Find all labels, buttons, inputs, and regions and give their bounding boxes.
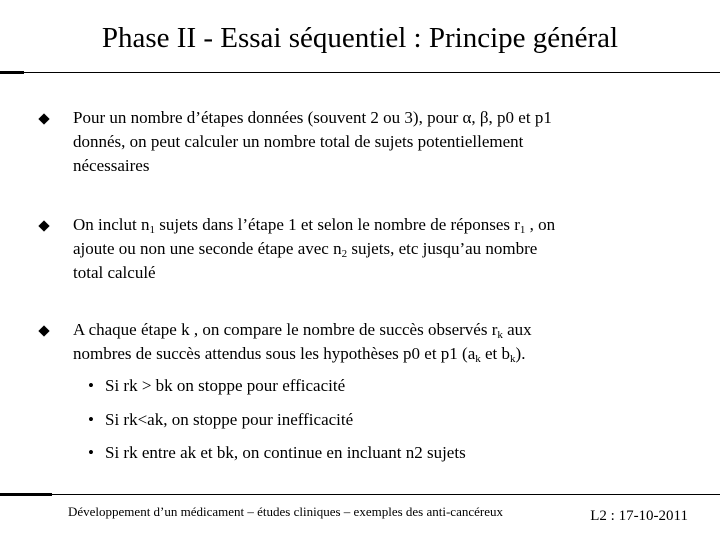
sub-bullet-item bbox=[88, 441, 466, 465]
title-rule-thick bbox=[0, 71, 24, 74]
bullet-3-text: et b bbox=[480, 344, 511, 363]
dot-bullet-icon: • bbox=[88, 443, 94, 462]
bullet-1-line-1: Pour un nombre d’étapes données (souvent 2 ou 3), pour α, β, p0 et p1 bbox=[73, 108, 552, 127]
bullet-paragraph-2 bbox=[73, 213, 693, 285]
diamond-bullet-icon bbox=[38, 220, 49, 231]
diamond-bullet-icon bbox=[38, 325, 49, 336]
sub-bullet-text: Si rk<ak, on stoppe pour inefficacité bbox=[105, 410, 354, 429]
diamond-bullet-icon bbox=[38, 113, 49, 124]
bullet-3-text: ). bbox=[515, 344, 526, 363]
bullet-3-text: nombres de succès attendus sous les hypothèses p0 et p1 (a bbox=[73, 344, 476, 363]
bullet-2-text: sujets dans l’étape 1 et selon le nombre de réponses r bbox=[155, 215, 520, 234]
bullet-2-text: ajoute ou non une seconde étape avec n bbox=[73, 239, 342, 258]
slide-title: Phase II - Essai séquentiel : Principe général bbox=[101, 22, 619, 54]
footer-date: L2 : 17-10-2011 bbox=[590, 508, 688, 524]
sub-bullet-text: Si rk > bk on stoppe pour efficacité bbox=[105, 376, 346, 395]
bullet-3-text: A chaque étape k , on compare le nombre de succès observés r bbox=[73, 320, 498, 339]
subscript: k bbox=[497, 329, 503, 341]
subscript: k bbox=[510, 353, 516, 365]
bullet-paragraph-1 bbox=[73, 106, 693, 178]
bullet-2-text: , on bbox=[525, 215, 556, 234]
footer-course-title: Développement d’un médicament – études cliniques – exemples des anti-cancéreux bbox=[68, 504, 503, 519]
dot-bullet-icon: • bbox=[88, 376, 94, 395]
subscript: k bbox=[475, 353, 481, 365]
bullet-1-line-3: nécessaires bbox=[73, 156, 150, 175]
subscript: 2 bbox=[341, 248, 348, 260]
title-rule bbox=[24, 72, 720, 73]
bullet-paragraph-3 bbox=[73, 318, 693, 366]
footer-rule bbox=[52, 494, 720, 495]
footer-rule-thick bbox=[0, 493, 52, 496]
dot-bullet-icon: • bbox=[88, 410, 94, 429]
bullet-1-line-2: donnés, on peut calculer un nombre total de sujets potentiellement bbox=[73, 132, 524, 151]
bullet-3-text: aux bbox=[502, 320, 532, 339]
sub-bullet-text: Si rk entre ak et bk, on continue en incluant n2 sujets bbox=[105, 443, 466, 462]
bullet-2-text: On inclut n bbox=[73, 215, 150, 234]
sub-bullet-item bbox=[88, 408, 353, 432]
bullet-2-text: sujets, etc jusqu’au nombre bbox=[347, 239, 538, 258]
subscript: 1 bbox=[149, 224, 155, 236]
sub-bullet-item bbox=[88, 374, 345, 398]
bullet-2-text: total calculé bbox=[73, 263, 156, 282]
subscript: 1 bbox=[519, 224, 526, 236]
